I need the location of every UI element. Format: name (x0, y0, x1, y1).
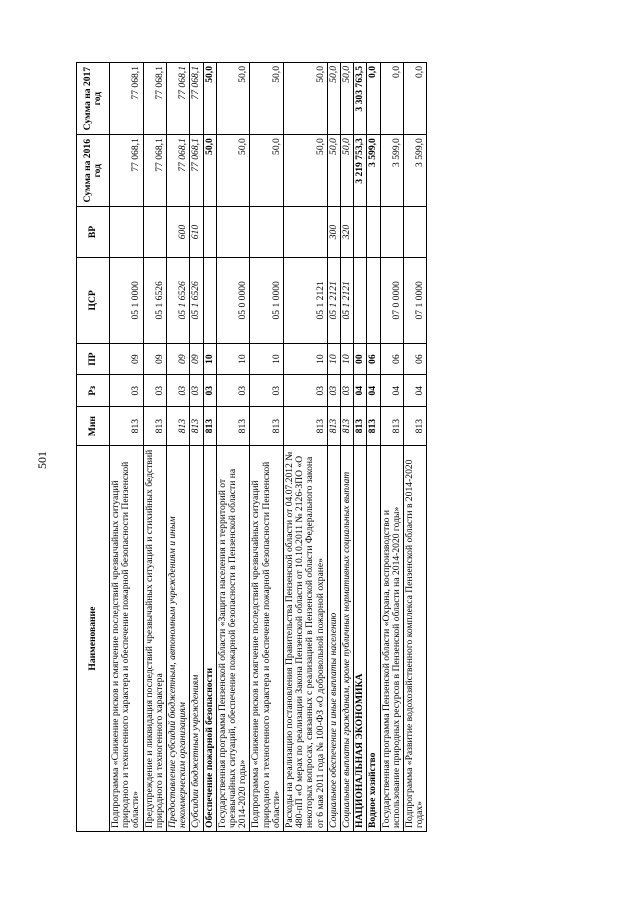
cell-vr: 600 (167, 207, 190, 258)
cell-sum-2016: 50,0 (216, 135, 250, 207)
cell-pr: 09 (190, 343, 203, 375)
header-name: Наименование (77, 446, 110, 832)
cell-min: 813 (216, 407, 250, 446)
cell-sum-2016: 50,0 (341, 135, 354, 207)
cell-sum-2016: 50,0 (203, 135, 216, 207)
table-row (284, 63, 328, 832)
header-vr: ВР (77, 207, 110, 258)
cell-name: Подпрограмма «Снижение рисков и смягчение последствий чрезвычайных ситуаций природного и техногенного характера и обеспечение пожарной безопасности Пензенской области» (250, 446, 284, 832)
cell-csr: 05 1 6526 (190, 257, 203, 343)
header-pr: ПР (77, 343, 110, 375)
table-row (341, 63, 354, 832)
cell-pr: 10 (284, 343, 328, 375)
cell-sum-2017: 0,0 (367, 63, 380, 135)
cell-sum-2017: 50,0 (284, 63, 328, 135)
cell-csr (354, 257, 367, 343)
cell-sum-2016: 77 068,1 (167, 135, 190, 207)
cell-rz: 03 (216, 375, 250, 407)
header-sum-2017: Сумма на 2017 год (77, 63, 110, 135)
cell-name: Предоставление субсидий бюджетным, автономным учреждениям и иным некоммерческим организациям (167, 446, 190, 832)
cell-name: Государственная программа Пензенской области «Охрана, воспроизводство и использование природных ресурсов в Пензенской области на 2014-2020 годы» (380, 446, 403, 832)
cell-vr: 300 (327, 207, 340, 258)
cell-rz: 03 (341, 375, 354, 407)
cell-rz: 03 (110, 375, 144, 407)
cell-csr: 05 1 2121 (284, 257, 328, 343)
cell-csr: 05 1 6526 (167, 257, 190, 343)
cell-rz: 03 (284, 375, 328, 407)
cell-pr: 06 (404, 343, 427, 375)
cell-sum-2016: 3 599,0 (404, 135, 427, 207)
table-row (143, 63, 166, 832)
cell-sum-2016: 77 068,1 (190, 135, 203, 207)
table-row (380, 63, 403, 832)
cell-min: 813 (284, 407, 328, 446)
cell-name: Подпрограмма «Развитие водохозяйственного комплекса Пензенской области в 2014-2020 годах» (404, 446, 427, 832)
cell-vr (216, 207, 250, 258)
cell-name: Социальное обеспечение и иные выплаты населению (327, 446, 340, 832)
header-row (77, 63, 110, 832)
table-row (110, 63, 144, 832)
cell-sum-2016: 3 599,0 (380, 135, 403, 207)
cell-pr: 09 (167, 343, 190, 375)
cell-sum-2016: 50,0 (284, 135, 328, 207)
cell-sum-2016: 50,0 (250, 135, 284, 207)
cell-sum-2017: 50,0 (250, 63, 284, 135)
cell-vr: 610 (190, 207, 203, 258)
cell-pr: 10 (341, 343, 354, 375)
cell-csr: 07 0 0000 (380, 257, 403, 343)
cell-sum-2017: 50,0 (203, 63, 216, 135)
cell-name: Обеспечение пожарной безопасности (203, 446, 216, 832)
header-csr: ЦСР (77, 257, 110, 343)
table-row (216, 63, 250, 832)
table-row (250, 63, 284, 832)
cell-name: Субсидии бюджетным учреждениям (190, 446, 203, 832)
cell-rz: 03 (190, 375, 203, 407)
cell-pr: 10 (203, 343, 216, 375)
cell-sum-2017: 0,0 (404, 63, 427, 135)
cell-sum-2017: 50,0 (341, 63, 354, 135)
cell-min: 813 (190, 407, 203, 446)
header-sum-2016: Сумма на 2016 год (77, 135, 110, 207)
cell-rz: 03 (250, 375, 284, 407)
cell-sum-2017: 77 068,1 (190, 63, 203, 135)
cell-vr (404, 207, 427, 258)
cell-rz: 03 (203, 375, 216, 407)
table-row (327, 63, 340, 832)
cell-rz: 03 (167, 375, 190, 407)
cell-vr (110, 207, 144, 258)
table-row (354, 63, 367, 832)
cell-sum-2017: 77 068,1 (167, 63, 190, 135)
cell-sum-2016: 3 219 753,3 (354, 135, 367, 207)
cell-name: Государственная программа Пензенской области «Защита населения и территорий от чрезвычайных ситуаций, обеспечение пожарной безопасности в Пензенской области на 2014-2020 годы» (216, 446, 250, 832)
cell-min: 813 (380, 407, 403, 446)
cell-name: Водное хозяйство (367, 446, 380, 832)
cell-pr: 09 (110, 343, 144, 375)
cell-csr: 05 1 0000 (250, 257, 284, 343)
table-row (167, 63, 190, 832)
cell-min: 813 (341, 407, 354, 446)
cell-rz: 03 (327, 375, 340, 407)
cell-sum-2017: 77 068,1 (143, 63, 166, 135)
cell-pr: 06 (380, 343, 403, 375)
cell-pr: 06 (367, 343, 380, 375)
cell-rz: 04 (380, 375, 403, 407)
cell-min: 813 (110, 407, 144, 446)
cell-min: 813 (404, 407, 427, 446)
cell-csr: 05 1 2121 (327, 257, 340, 343)
cell-csr (203, 257, 216, 343)
cell-name: НАЦИОНАЛЬНАЯ ЭКОНОМИКА (354, 446, 367, 832)
cell-min: 813 (250, 407, 284, 446)
cell-csr: 05 1 6526 (143, 257, 166, 343)
cell-rz: 04 (404, 375, 427, 407)
header-min: Мин (77, 407, 110, 446)
cell-min: 813 (167, 407, 190, 446)
cell-name: Социальные выплаты гражданам, кроме публичных нормативных социальных выплат (341, 446, 354, 832)
cell-vr (354, 207, 367, 258)
table-row (367, 63, 380, 832)
budget-table (76, 62, 427, 832)
cell-csr (367, 257, 380, 343)
cell-min: 813 (367, 407, 380, 446)
cell-sum-2017: 50,0 (327, 63, 340, 135)
cell-vr (250, 207, 284, 258)
cell-pr: 10 (327, 343, 340, 375)
cell-sum-2017: 3 303 763,5 (354, 63, 367, 135)
cell-vr: 320 (341, 207, 354, 258)
cell-sum-2017: 50,0 (216, 63, 250, 135)
table-row (404, 63, 427, 832)
cell-sum-2017: 0,0 (380, 63, 403, 135)
cell-min: 813 (354, 407, 367, 446)
page-number: 501 (35, 451, 49, 469)
cell-name: Предупреждение и ликвидация последствий чрезвычайных ситуаций и стихийных бедствий природного и техногенного характера (143, 446, 166, 832)
table-row (190, 63, 203, 832)
cell-min: 813 (203, 407, 216, 446)
table-row (203, 63, 216, 832)
cell-min: 813 (327, 407, 340, 446)
cell-pr: 00 (354, 343, 367, 375)
cell-sum-2016: 50,0 (327, 135, 340, 207)
cell-min: 813 (143, 407, 166, 446)
cell-csr: 07 1 0000 (404, 257, 427, 343)
cell-vr (284, 207, 328, 258)
cell-pr: 10 (216, 343, 250, 375)
cell-name: Подпрограмма «Снижение рисков и смягчение последствий чрезвычайных ситуаций природного и техногенного характера и обеспечение пожарной безопасности Пензенской области» (110, 446, 144, 832)
cell-sum-2016: 3 599,0 (367, 135, 380, 207)
cell-csr: 05 1 0000 (110, 257, 144, 343)
cell-vr (380, 207, 403, 258)
cell-pr: 09 (143, 343, 166, 375)
cell-sum-2017: 77 068,1 (110, 63, 144, 135)
rotated-table-container (76, 62, 640, 832)
cell-csr: 05 0 0000 (216, 257, 250, 343)
header-rz: Рз (77, 375, 110, 407)
cell-rz: 04 (367, 375, 380, 407)
cell-sum-2016: 77 068,1 (110, 135, 144, 207)
cell-vr (203, 207, 216, 258)
cell-rz: 04 (354, 375, 367, 407)
cell-vr (143, 207, 166, 258)
cell-pr: 10 (250, 343, 284, 375)
cell-sum-2016: 77 068,1 (143, 135, 166, 207)
cell-csr: 05 1 2121 (341, 257, 354, 343)
cell-rz: 03 (143, 375, 166, 407)
cell-name: Расходы на реализацию постановления Правительства Пензенской области от 04.07.2012 № 480-пП «О мерах по реализации Закона Пензенской области от 10.10.2011 № 2126-ЗПО «О некоторых вопросах, связанных с реализацией в Пензенской области Федерального закона от 6 мая 2011 года № 100-ФЗ «О добровольной пожарной охране» (284, 446, 328, 832)
cell-vr (367, 207, 380, 258)
